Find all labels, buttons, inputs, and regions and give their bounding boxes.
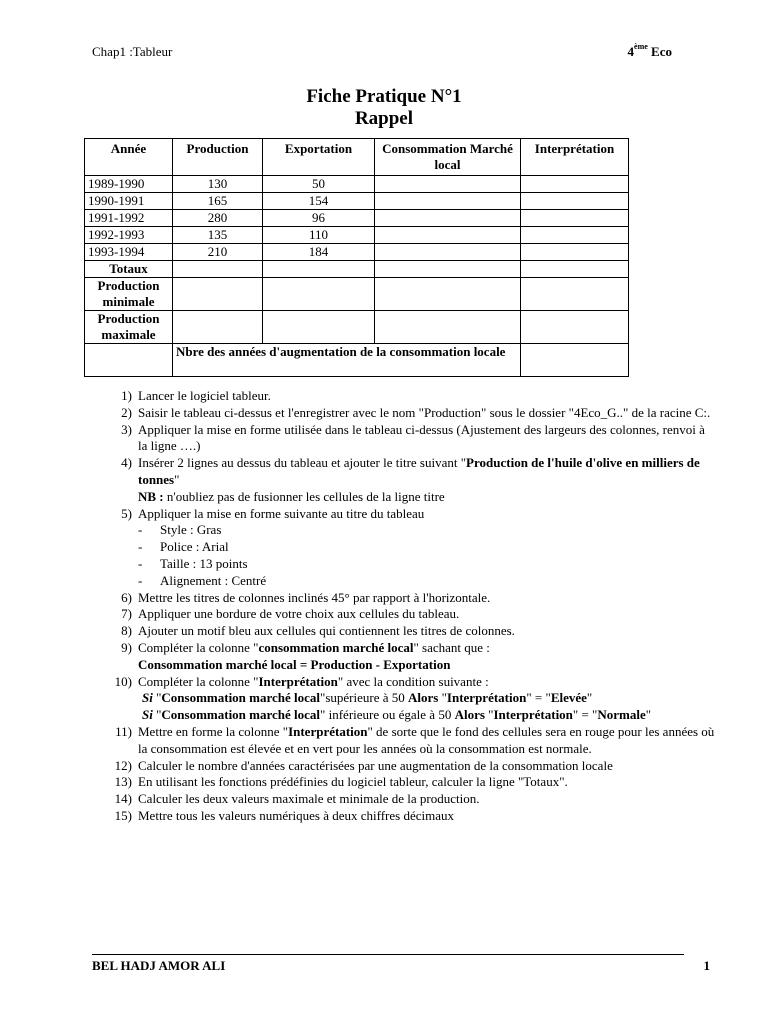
list-item: 6) Mettre les titres de colonnes inclinés 45° par rapport à l'horizontale. — [121, 589, 491, 605]
production-max-row: Production maximale — [85, 311, 629, 344]
col-header-production: Production — [173, 139, 263, 176]
page-title — [0, 86, 768, 130]
instructions-list — [96, 388, 716, 825]
author-name: BEL HADJ AMOR ALI — [92, 958, 226, 973]
list-item: 13) En utilisant les fonctions prédéfinies du logiciel tableur, calculer la ligne "Totaux". — [114, 774, 568, 790]
footer-divider — [92, 954, 684, 955]
list-item: 2) Saisir le tableau ci-dessus et l'enregistrer avec le nom "Production" sous le dossier "4Eco_G.." de la racine C:. — [121, 404, 711, 420]
title-line-2: Rappel — [354, 108, 414, 129]
sub-item: - Taille : 13 points — [138, 555, 248, 571]
list-item: 7) Appliquer une bordure de votre choix aux cellules du tableau. — [121, 606, 460, 622]
nbre-label: Nbre des années d'augmentation de la consommation locale — [173, 344, 521, 377]
list-item: 15) Mettre tous les valeurs numériques à deux chiffres décimaux — [114, 807, 454, 823]
formula: Consommation marché local = Production - Exportation — [138, 656, 451, 672]
production-min-row: Production minimale — [85, 278, 629, 311]
table-row: 1993-1994 210 184 — [85, 244, 629, 261]
col-header-annee: Année — [85, 139, 173, 176]
page-number: 1 — [703, 958, 710, 973]
totaux-row: Totaux — [85, 261, 629, 278]
list-item: 12) Calculer le nombre d'années caractérisées par une augmentation de la consommation locale — [114, 757, 613, 773]
table-header-row — [85, 139, 629, 176]
table-row: 1990-1991 165 154 — [85, 193, 629, 210]
table-row: 1989-1990 130 50 — [85, 176, 629, 193]
production-table — [84, 138, 629, 377]
list-item: 9) Compléter la colonne "consommation marché local" sachant que : Consommation marché local = Production - Exportation — [121, 639, 490, 672]
sub-item: - Police : Arial — [138, 539, 229, 555]
col-header-exportation: Exportation — [263, 139, 375, 176]
list-item: 3) Appliquer la mise en forme utilisée dans le tableau ci-dessus (Ajustement des largeurs des colonnes, renvoi à la ligne ….) — [121, 421, 705, 454]
sub-item: - Alignement : Centré — [138, 572, 267, 588]
list-item: 8) Ajouter un motif bleu aux cellules qui contiennent les titres de colonnes. — [121, 623, 515, 639]
chapter-label: Chap1 :Tableur — [92, 44, 173, 59]
col-header-consommation: Consommation Marché local — [375, 139, 521, 176]
list-item: 1) Lancer le logiciel tableur. — [121, 388, 271, 403]
list-item: 5) Appliquer la mise en forme suivante au titre du tableau - Style : Gras - Police : Arial - Taille : 13 points - Alignement : Centré — [96, 506, 716, 590]
table-row: 1991-1992 280 96 — [85, 210, 629, 227]
sub-item: - Style : Gras — [138, 522, 222, 538]
page-header — [92, 44, 672, 62]
col-header-interpretation: Interprétation — [521, 139, 629, 176]
list-item: 4) Insérer 2 lignes au dessus du tableau et ajouter le titre suivant "Production de l'huile d'olive en milliers de tonnes" NB : n'oubliez pas de fusionner les cellules de la ligne titre — [121, 455, 700, 504]
nbre-row — [85, 344, 629, 377]
title-line-1: Fiche Pratique N°1 — [306, 86, 462, 107]
list-item: 11) Mettre en forme la colonne "Interprétation" de sorte que le fond des cellules sera en rouge pour les années où la consommation est élevée et en vert pour les années où la consommation est normale. — [115, 723, 715, 756]
list-item: 14) Calculer les deux valeurs maximale et minimale de la production. — [114, 791, 480, 807]
list-item: 10) Compléter la colonne "Interprétation" avec la condition suivante : Si "Consommation marché local"supérieure à 50 Alors "Interprétation" = "Elevée" Si "Consommation marché local" inférieure ou égale à 50 Alors "Interprétation" = "Normale" — [114, 673, 652, 723]
class-label: 4ème Eco — [627, 42, 672, 59]
table-row: 1992-1993 135 110 — [85, 227, 629, 244]
